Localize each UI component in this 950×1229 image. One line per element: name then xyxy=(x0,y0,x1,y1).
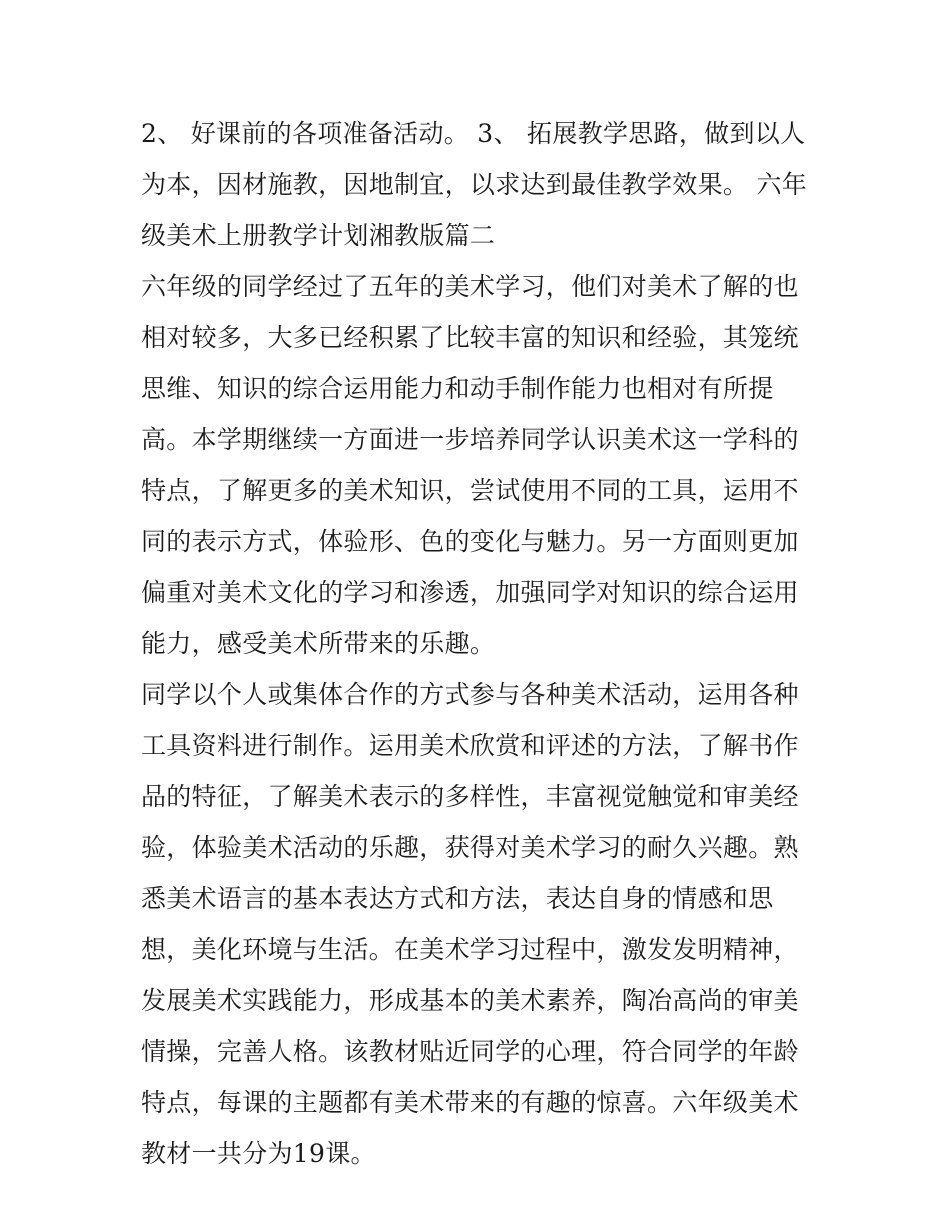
paragraph-1: 2、 好课前的各项准备活动。 3、 拓展教学思路，做到以人为本，因材施教，因地制宜，以求达到最佳教学效果。 六年级美术上册教学计划湘教版篇二 xyxy=(141,119,808,250)
paragraph-2: 六年级的同学经过了五年的美术学习，他们对美术了解的也相对较多，大多已经积累了比较丰富的知识和经验，其笼统思维、知识的综合运用能力和动手制作能力也相对有所提高。本学期继续一方面进一步培养同学认识美术这一学科的特点，了解更多的美术知识，尝试使用不同的工具，运用不同的表示方式，体验形、色的变化与魅力。另一方面则更加偏重对美术文化的学习和渗透，加强同学对知识的综合运用能力，感受美术所带来的乐趣。 xyxy=(141,272,799,658)
document-body xyxy=(141,108,813,1179)
paragraph-3: 同学以个人或集体合作的方式参与各种美术活动，运用各种工具资料进行制作。运用美术欣赏和评述的方法，了解书作品的特征，了解美术表示的多样性，丰富视觉触觉和审美经验，体验美术活动的乐趣，获得对美术学习的耐久兴趣。熟悉美术语言的基本表达方式和方法，表达自身的情感和思想，美化环境与生活。在美术学习过程中，激发发明精神，发展美术实践能力，形成基本的美术素养，陶冶高尚的审美情操，完善人格。该教材贴近同学的心理，符合同学的年龄特点，每课的主题都有美术带来的有趣的惊喜。六年级美术教材一共分为19课。 xyxy=(141,680,799,1168)
